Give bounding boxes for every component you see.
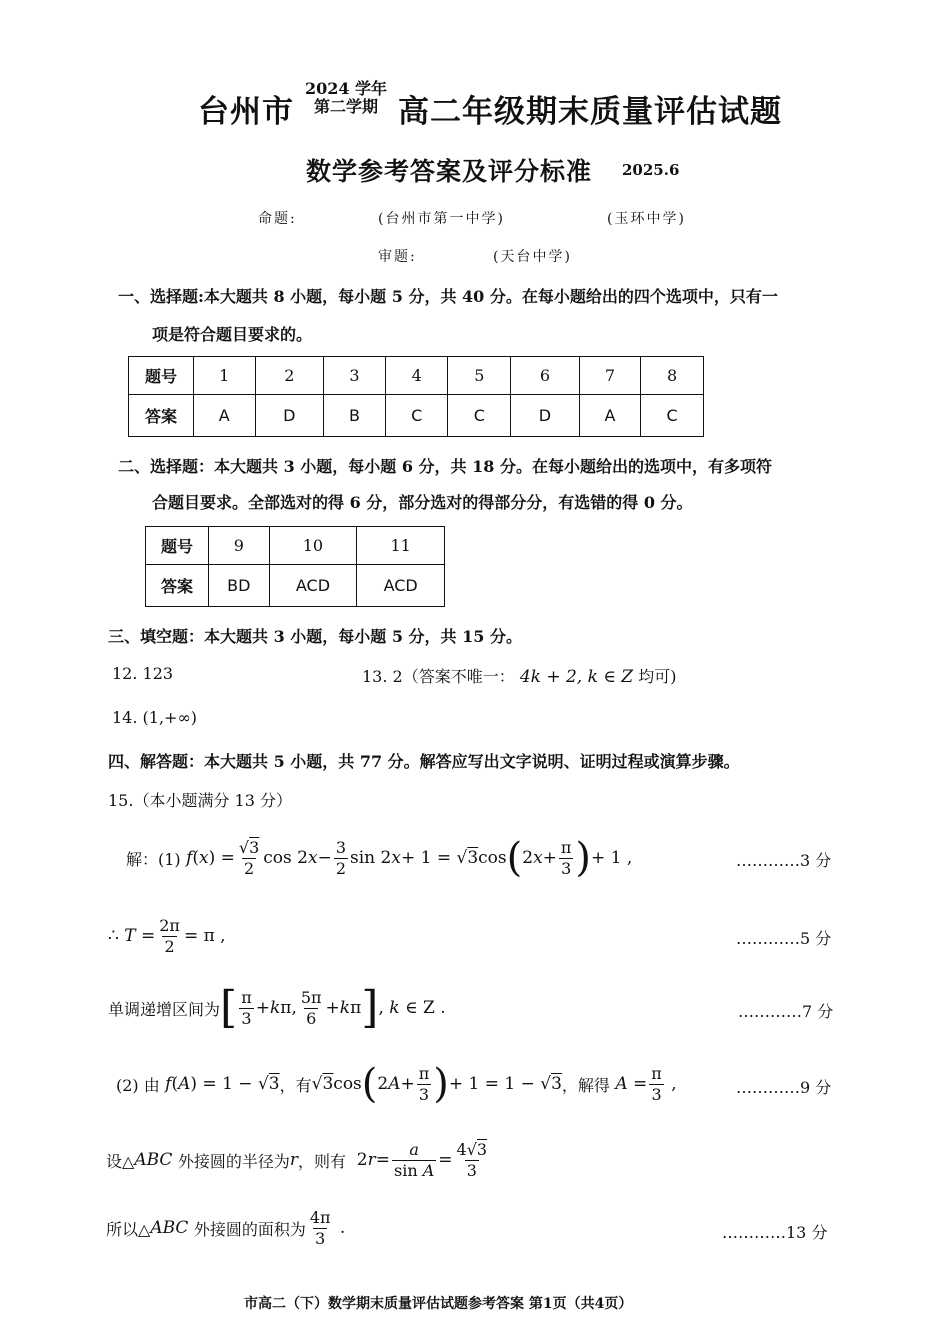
q15-step3: 单调递增区间为 [ $\frac{\pi}{3}$ + k π, $\frac{5\pi}{6}$ + k π ] , k ∈ Z . <box>108 982 446 1033</box>
table-cell: 6 <box>511 357 580 395</box>
table-label-ans: 答案 <box>129 395 194 437</box>
table-cell: D <box>511 395 580 437</box>
exam-date: 2025.6 <box>622 161 680 179</box>
step4-score: …………9 分 <box>736 1078 832 1097</box>
table-cell: 7 <box>579 357 641 395</box>
header-city: 台州市 <box>198 94 294 130</box>
page-footer: 市高二（下）数学期末质量评估试题参考答案 第1页（共4页） <box>244 1296 633 1312</box>
table-label-num: 题号 <box>146 527 209 565</box>
section1-line1: 一、选择题:本大题共 8 小题，每小题 5 分，共 40 分。在每小题给出的四个选项中，只有一 <box>118 287 778 306</box>
reviewer: (天台中学) <box>493 249 572 265</box>
table-label-ans: 答案 <box>146 565 209 607</box>
step5-mid2: ，则有 <box>297 1151 346 1171</box>
table-cell: 11 <box>357 527 445 565</box>
table-cell: C <box>385 395 448 437</box>
reviewer-label: 审题: <box>378 249 417 265</box>
section2-line2: 合题目要求。全部选对的得 6 分，部分选对的得部分分，有选错的得 0 分。 <box>152 493 693 512</box>
step3-prefix: 单调递增区间为 <box>108 999 221 1019</box>
answer-q12: 12. 123 <box>112 664 174 683</box>
step1-prefix: 解：(1) <box>126 849 181 869</box>
step2-score: …………5 分 <box>736 929 832 948</box>
step5-prefix: 设△ <box>106 1151 135 1171</box>
header-term <box>300 80 392 116</box>
answer-q14: 14. (1,+∞) <box>112 708 198 727</box>
table-cell: 1 <box>194 357 256 395</box>
step6-prefix: 所以△ <box>106 1219 151 1239</box>
proposer-2: (玉环中学) <box>607 211 686 227</box>
step4-mid2: ，解得 <box>561 1075 610 1095</box>
table-cell: ACD <box>357 565 445 607</box>
table-cell: A <box>194 395 256 437</box>
table-cell: 4 <box>385 357 448 395</box>
table-cell: 10 <box>269 527 357 565</box>
q13-expr: 4k + 2, k ∈ Z <box>519 667 634 687</box>
step5-mid: 外接圆的半径为 <box>177 1151 290 1171</box>
header-semester: 第二学期 <box>313 97 378 116</box>
section1-answer-table <box>128 356 704 437</box>
section3-heading: 三、填空题：本大题共 3 小题，每小题 5 分，共 15 分。 <box>108 627 522 646</box>
table-label-num: 题号 <box>129 357 194 395</box>
step4-prefix: (2) 由 <box>116 1075 160 1095</box>
proposer-1: (台州市第一中学) <box>378 211 505 227</box>
section2-line1: 二、选择题：本大题共 3 小题，每小题 6 分，共 18 分。在每小题给出的选项中，有多项符 <box>118 457 772 476</box>
table-cell: A <box>579 395 641 437</box>
table-cell: BD <box>209 565 270 607</box>
table-cell: ACD <box>269 565 357 607</box>
proposer-label: 命题: <box>258 211 297 227</box>
q13-prefix: 13. 2（答案不唯一： <box>362 667 515 686</box>
q15-step4: (2) 由 f ( A ) = 1 − √ 3 ，有 √ 3 cos ( 2 A + $\frac{\pi}{3}$ ) + 1 = 1 − √ 3 ，解得 A = $\frac{\pi}{3}$ , <box>116 1061 677 1107</box>
table-cell: 8 <box>641 357 704 395</box>
header-year: 2024 学年 <box>304 79 388 98</box>
table-cell: B <box>324 395 386 437</box>
table-cell: D <box>255 395 324 437</box>
q15-step5: 设△ ABC 外接圆的半径为 r ，则有 2 r = $\frac{a}{\text{sin A}}$ = $\frac{4√3}{3}$ <box>106 1139 488 1180</box>
step3-score: …………7 分 <box>738 1002 834 1021</box>
q15-step2: ∴ T = $\frac{2\pi}{2}$ = π , <box>108 915 226 956</box>
step6-mid: 外接圆的面积为 <box>193 1219 306 1239</box>
section1-line2: 项是符合题目要求的。 <box>152 325 313 344</box>
step4-mid1: ，有 <box>279 1075 312 1095</box>
q15-step6: 所以△ ABC 外接圆的面积为 $\frac{4\pi}{3}$ . <box>106 1207 346 1248</box>
q15-title: 15.（本小题满分 13 分） <box>108 791 292 810</box>
table-cell: C <box>448 395 511 437</box>
exam-title: 高二年级期末质量评估试题 <box>398 94 782 130</box>
table-cell: 9 <box>209 527 270 565</box>
table-cell: 2 <box>255 357 324 395</box>
page-subtitle: 数学参考答案及评分标准 <box>306 157 593 186</box>
section2-answer-table <box>145 526 445 607</box>
table-cell: 3 <box>324 357 386 395</box>
step1-score: …………3 分 <box>736 851 832 870</box>
section4-heading: 四、解答题：本大题共 5 小题，共 77 分。解答应写出文字说明、证明过程或演算步骤。 <box>108 752 740 771</box>
q13-suffix: 均可) <box>638 667 677 686</box>
table-cell: C <box>641 395 704 437</box>
answer-q13 <box>362 664 676 687</box>
q15-step1: 解：(1) f ( x ) = $\frac{√3}{2}$ cos 2 x − $\frac{3}{2}$ sin 2 x + 1 = √ 3 cos ( 2 x + $\frac{\pi}{3}$ ) + 1 , <box>126 835 633 881</box>
step6-score: …………13 分 <box>722 1223 828 1242</box>
table-cell: 5 <box>448 357 511 395</box>
